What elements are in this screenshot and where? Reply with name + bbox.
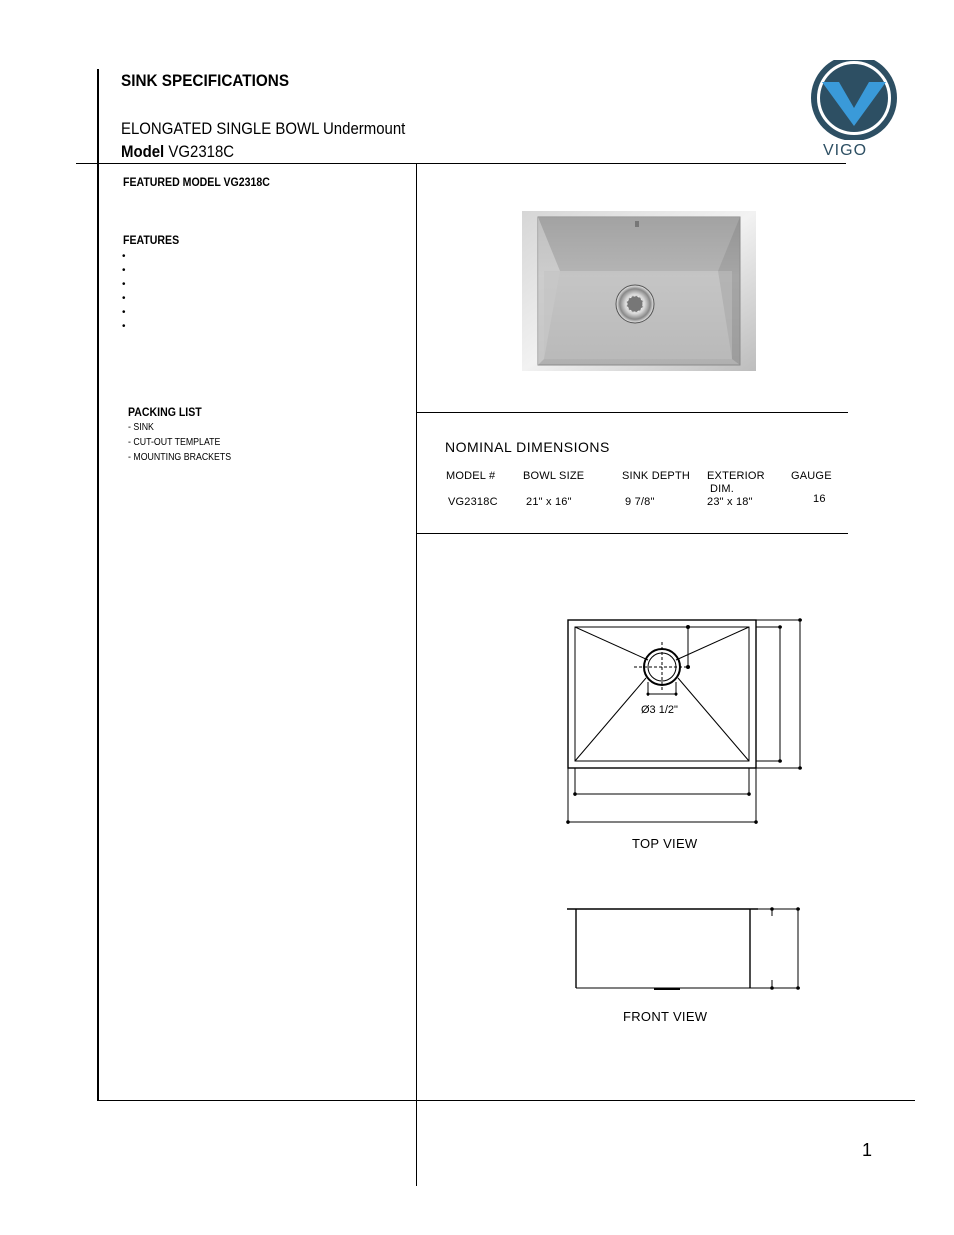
model-line bbox=[121, 142, 234, 162]
product-subtitle: ELONGATED SINGLE BOWL Undermount bbox=[121, 119, 406, 138]
features-heading: FEATURES bbox=[123, 233, 180, 247]
front-view-drawing bbox=[562, 902, 807, 996]
packing-item: - CUT-OUT TEMPLATE bbox=[128, 437, 221, 448]
model-value: VG2318C bbox=[168, 142, 235, 161]
header-rule bbox=[76, 163, 846, 164]
packing-list bbox=[128, 420, 245, 465]
packing-item: - MOUNTING BRACKETS bbox=[128, 452, 232, 463]
feature-item: • bbox=[122, 307, 126, 318]
col-exterior-dim: DIM. bbox=[710, 483, 735, 495]
feature-item: • bbox=[122, 321, 126, 332]
left-margin-rule bbox=[97, 69, 99, 1101]
col-gauge: GAUGE bbox=[791, 470, 832, 482]
featured-model: FEATURED MODEL VG2318C bbox=[123, 175, 270, 189]
cell-exterior: 23" x 18" bbox=[707, 496, 753, 508]
cell-sink-depth: 9 7/8" bbox=[625, 496, 655, 508]
feature-item: • bbox=[122, 279, 126, 290]
cell-gauge: 16 bbox=[813, 493, 826, 505]
vigo-v-logo-icon bbox=[808, 60, 904, 140]
page-title: SINK SPECIFICATIONS bbox=[121, 71, 290, 90]
model-label: Model bbox=[121, 142, 165, 161]
image-bottom-rule bbox=[416, 412, 848, 413]
col-bowl-size: BOWL SIZE bbox=[523, 470, 585, 482]
feature-item: • bbox=[122, 251, 126, 262]
col-model: MODEL # bbox=[446, 470, 496, 482]
dims-bottom-rule bbox=[416, 533, 848, 534]
feature-item: • bbox=[122, 265, 126, 276]
packing-item: - SINK bbox=[128, 422, 154, 433]
page-number: 1 bbox=[862, 1140, 873, 1160]
footer-rule bbox=[97, 1100, 915, 1101]
front-view-label: FRONT VIEW bbox=[623, 1009, 708, 1024]
cell-model: VG2318C bbox=[448, 496, 498, 508]
vigo-logo bbox=[808, 60, 904, 164]
col-exterior: EXTERIOR bbox=[707, 470, 765, 482]
dimensions-heading: NOMINAL DIMENSIONS bbox=[445, 439, 610, 455]
sink-photo bbox=[518, 205, 758, 375]
col-sink-depth: SINK DEPTH bbox=[622, 470, 691, 482]
drain-diameter-label: Ø3 1/2" bbox=[641, 704, 678, 716]
packing-heading: PACKING LIST bbox=[128, 405, 202, 419]
top-view-label: TOP VIEW bbox=[632, 836, 698, 851]
top-view-drawing bbox=[560, 612, 810, 828]
column-divider bbox=[416, 164, 417, 1186]
features-list bbox=[122, 250, 126, 334]
cell-bowl-size: 21" x 16" bbox=[526, 496, 572, 508]
logo-text: VIGO bbox=[823, 142, 868, 159]
feature-item: • bbox=[122, 293, 126, 304]
